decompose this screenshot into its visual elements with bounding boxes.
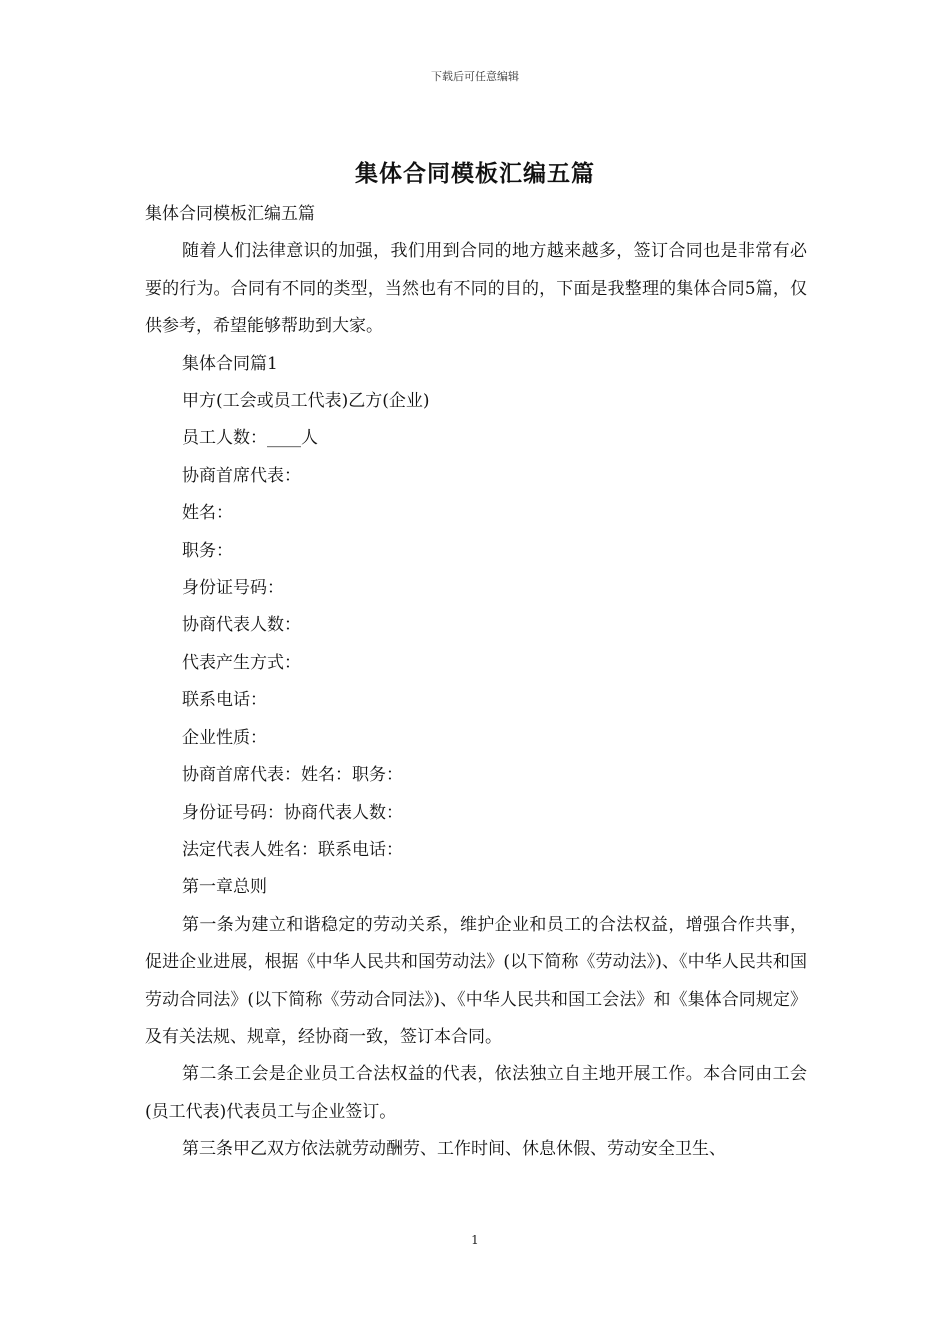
document-body [145, 196, 807, 1169]
paragraph: 联系电话： [182, 690, 267, 711]
paragraph: 第一章总则 [182, 877, 267, 898]
header-note: 下载后可任意编辑 [431, 70, 519, 83]
paragraph: 甲方(工会或员工代表)乙方(企业) [182, 391, 430, 412]
paragraph: 员工人数：____人 [182, 428, 318, 449]
paragraph: 职务： [182, 540, 233, 561]
paragraph: 身份证号码：协商代表人数： [182, 802, 403, 823]
paragraph: 法定代表人姓名：联系电话： [182, 839, 403, 860]
paragraph: 第二条工会是企业员工合法权益的代表，依法独立自主地开展工作。本合同由工会(员工代表)代表员工与企业签订。 [145, 1064, 807, 1122]
page-title: 集体合同模板汇编五篇 [355, 161, 595, 187]
paragraph: 协商首席代表：姓名：职务： [182, 765, 403, 786]
paragraph: 集体合同篇1 [182, 353, 278, 374]
paragraph: 姓名： [182, 503, 233, 524]
paragraph: 集体合同模板汇编五篇 [145, 204, 315, 224]
page-number: 1 [471, 1233, 479, 1247]
paragraph: 协商首席代表： [182, 465, 301, 486]
paragraph: 身份证号码： [182, 578, 284, 599]
paragraph: 随着人们法律意识的加强，我们用到合同的地方越来越多，签订合同也是非常有必要的行为。合同有不同的类型，当然也有不同的目的，下面是我整理的集体合同5篇，仅供参考，希望能够帮助到大家。 [145, 241, 807, 337]
paragraph: 代表产生方式： [182, 652, 301, 673]
paragraph: 第三条甲乙双方依法就劳动酬劳、工作时间、休息休假、劳动安全卫生、 [182, 1139, 726, 1160]
paragraph: 第一条为建立和谐稳定的劳动关系，维护企业和员工的合法权益，增强合作共事，促进企业进展，根据《中华人民共和国劳动法》(以下简称《劳动法》)、《中华人民共和国劳动合同法》(以下简称《劳动合同法》)、《中华人民共和国工会法》和《集体合同规定》及有关法规、规章，经协商一致，签订本合同。 [145, 914, 807, 1047]
paragraph: 企业性质： [182, 727, 267, 748]
paragraph: 协商代表人数： [182, 615, 301, 636]
